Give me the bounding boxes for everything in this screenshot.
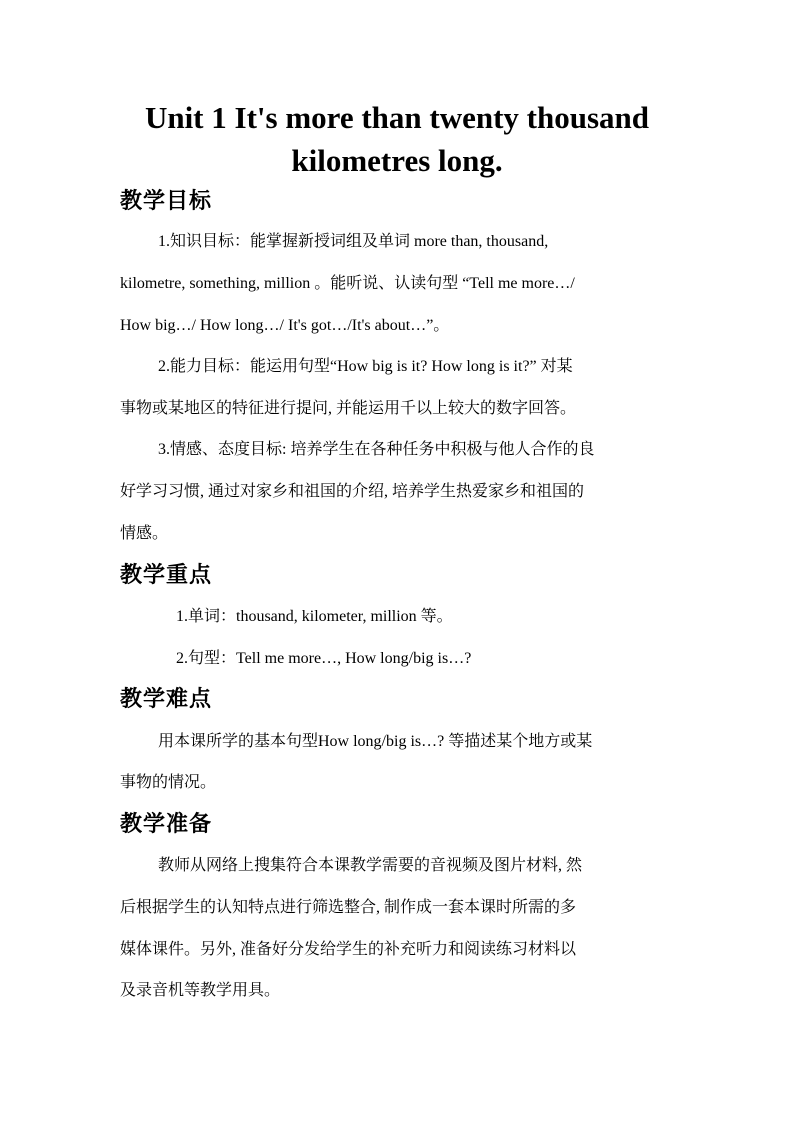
page-title-line-2: kilometres long.: [291, 143, 503, 178]
difficulties-line-2: 事物的情况。: [120, 774, 217, 791]
section-heading-difficulties: 教学难点: [120, 686, 213, 711]
key-points-line-1: 1.单词：thousand, kilometer, million 等。: [176, 608, 453, 625]
preparation-line-3: 媒体课件。另外, 准备好分发给学生的补充听力和阅读练习材料以: [120, 941, 577, 958]
objectives-line-4: 2.能力目标：能运用句型“How big is it? How long is it?” 对某: [158, 358, 573, 375]
objectives-line-3: How big…/ How long…/ It's got…/It's about…”。: [120, 317, 450, 334]
preparation-line-2: 后根据学生的认知特点进行筛选整合, 制作成一套本课时所需的多: [120, 899, 577, 916]
preparation-line-1: 教师从网络上搜集符合本课教学需要的音视频及图片材料, 然: [158, 857, 583, 874]
page-title-line-1: Unit 1 It's more than twenty thousand: [144, 100, 650, 135]
key-points-line-2: 2.句型：Tell me more…, How long/big is…?: [176, 650, 472, 667]
section-heading-key-points: 教学重点: [120, 562, 213, 587]
objectives-line-2: kilometre, something, million 。能听说、认读句型 “Tell me more…/: [120, 275, 575, 292]
preparation-line-4: 及录音机等教学用具。: [120, 982, 281, 999]
objectives-line-8: 情感。: [120, 525, 169, 542]
objectives-line-7: 好学习习惯, 通过对家乡和祖国的介绍, 培养学生热爱家乡和祖国的: [120, 483, 585, 500]
objectives-line-5: 事物或某地区的特征进行提问, 并能运用千以上较大的数字回答。: [120, 400, 577, 417]
difficulties-line-1: 用本课所学的基本句型How long/big is…? 等描述某个地方或某: [158, 733, 593, 750]
objectives-line-1: 1.知识目标：能掌握新授词组及单词 more than, thousand,: [158, 233, 549, 250]
section-heading-preparation: 教学准备: [120, 811, 213, 836]
section-heading-objectives: 教学目标: [120, 188, 213, 213]
objectives-line-6: 3.情感、态度目标: 培养学生在各种任务中积极与他人合作的良: [158, 441, 595, 458]
